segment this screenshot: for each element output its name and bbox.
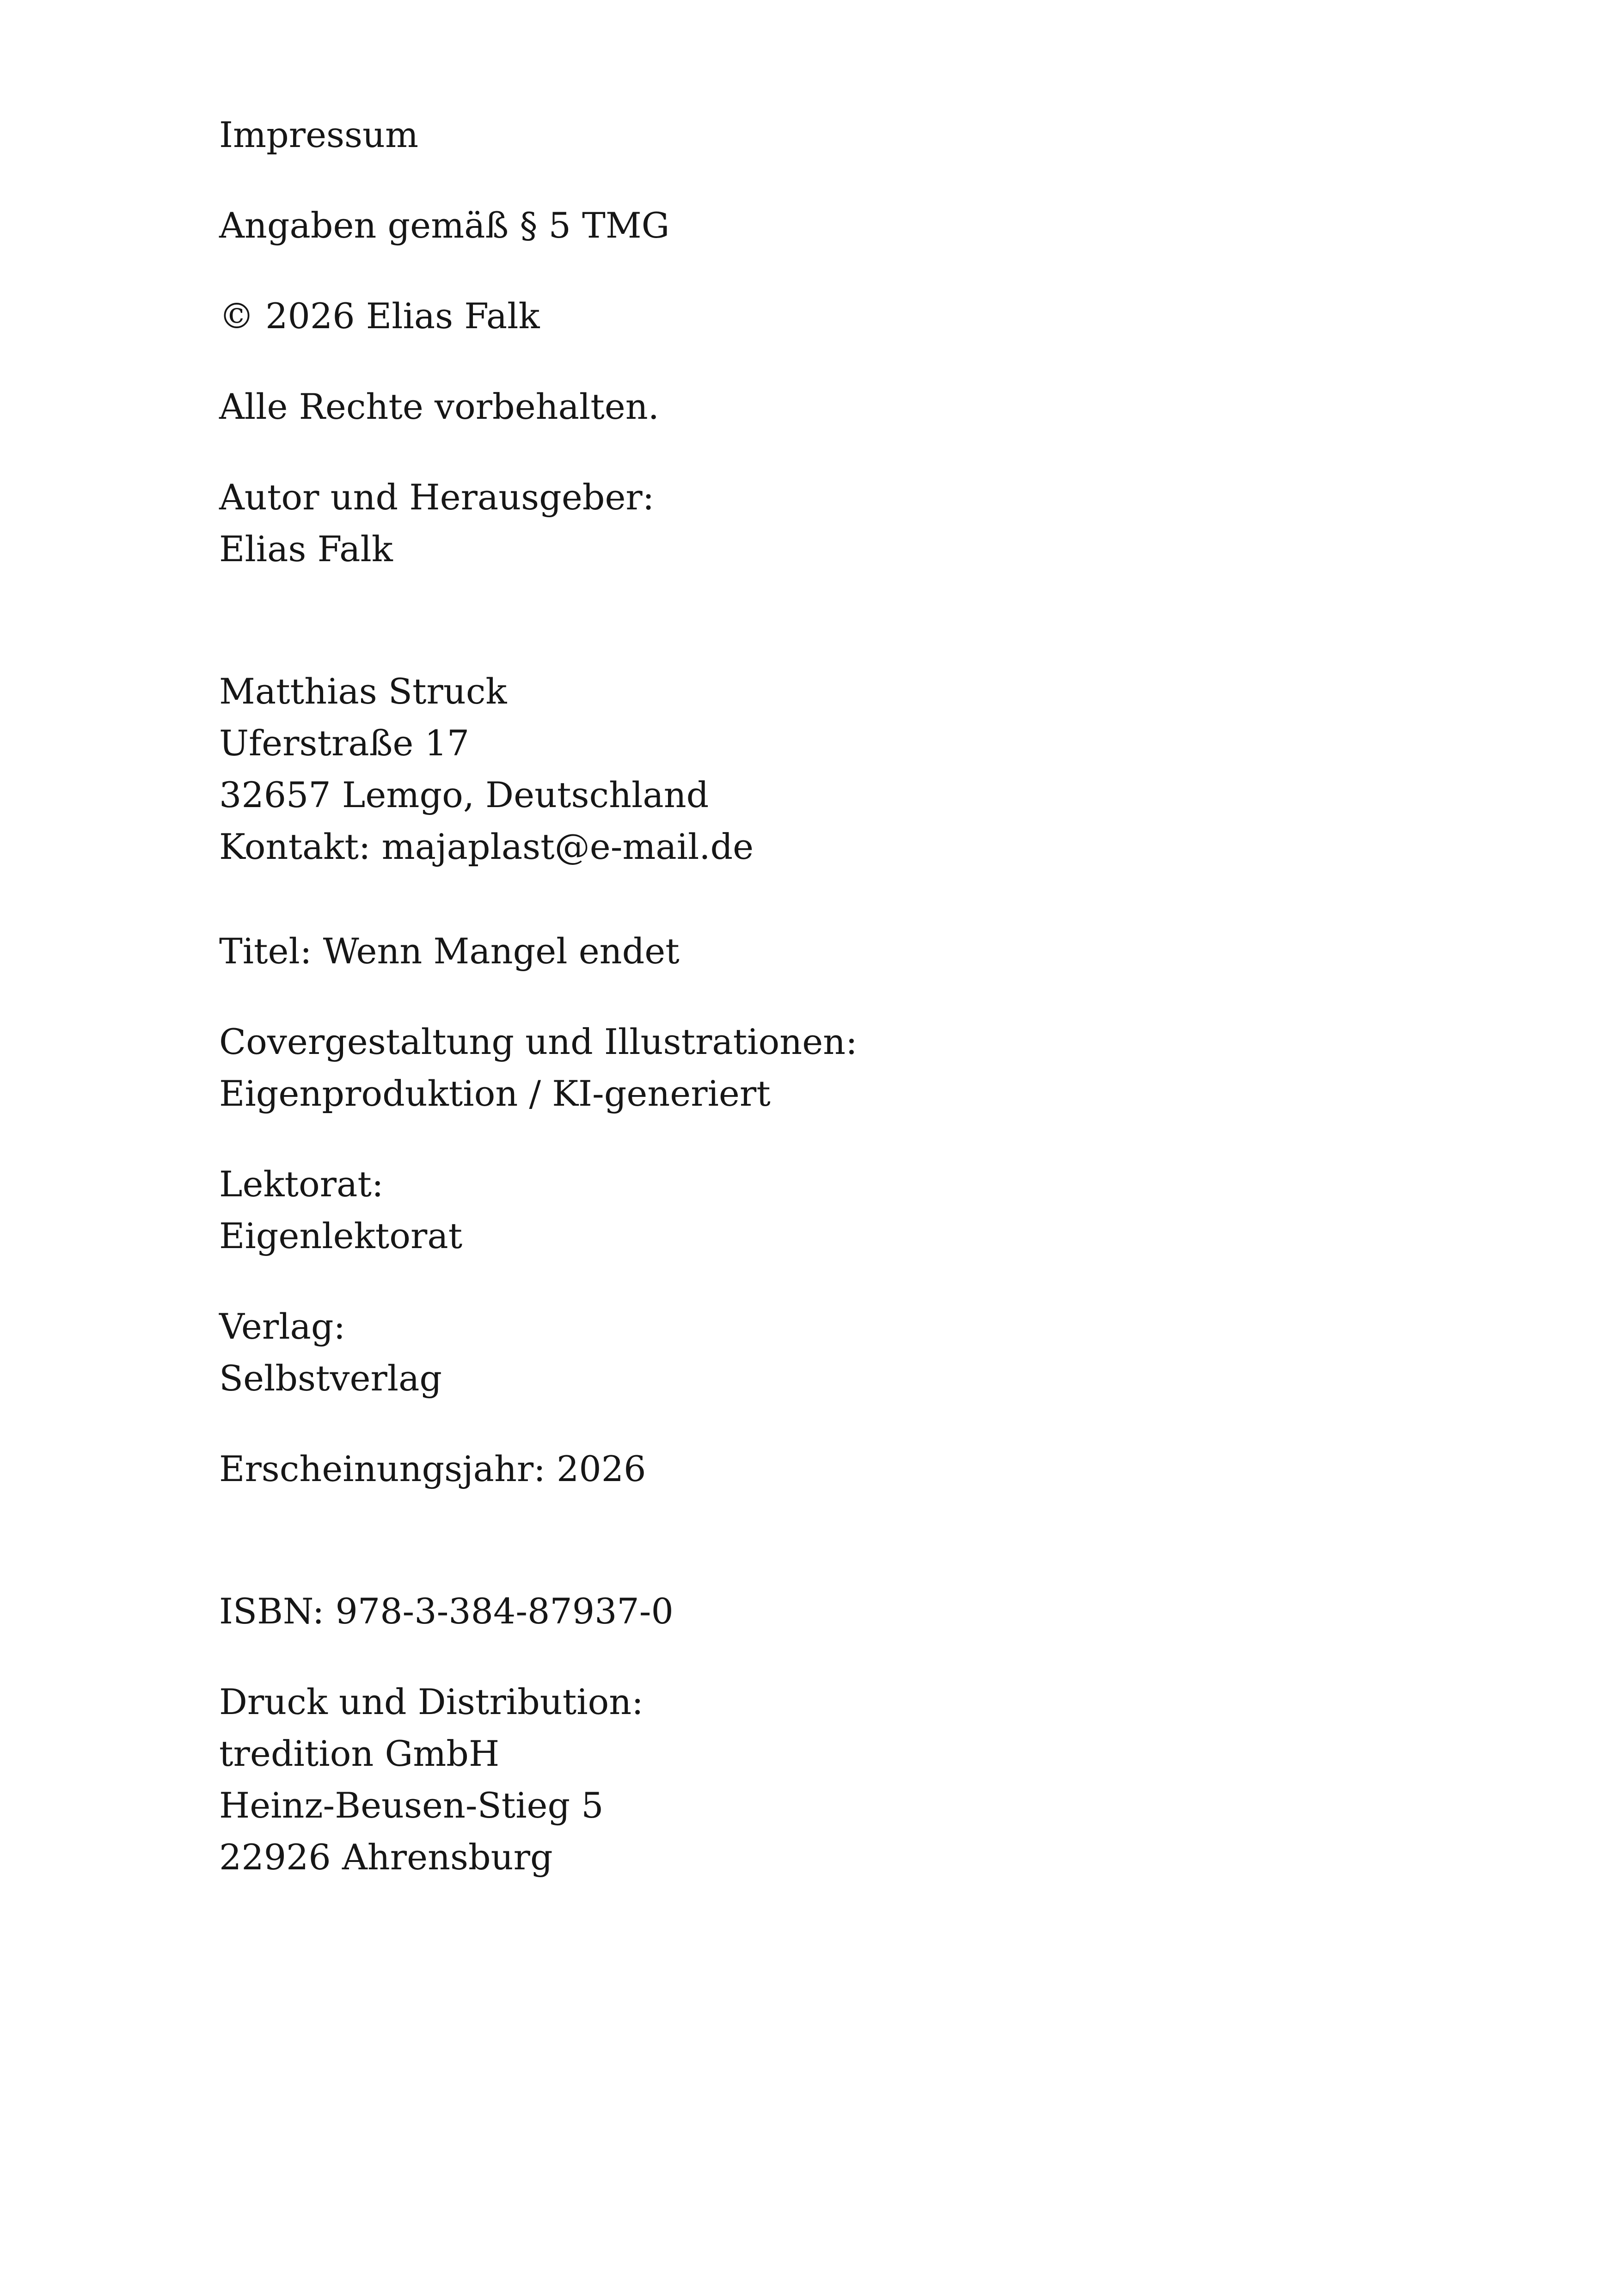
publication-year: Erscheinungsjahr: 2026 <box>219 1448 646 1489</box>
distribution-company: tredition GmbH <box>219 1733 500 1774</box>
contact-email: Kontakt: majaplast@e-mail.de <box>219 826 754 867</box>
publisher-value: Selbstverlag <box>219 1358 442 1399</box>
address-city: 32657 Lemgo, Deutschland <box>219 774 709 815</box>
cover-value: Eigenproduktion / KI-generiert <box>219 1073 771 1114</box>
book-title: Titel: Wenn Mangel endet <box>219 931 680 972</box>
legal-basis: Angaben gemäß § 5 TMG <box>219 205 670 246</box>
cover-label: Covergestaltung und Illustrationen: <box>219 1021 858 1062</box>
copyright-line: © 2026 Elias Falk <box>219 295 540 337</box>
distribution-street: Heinz-Beusen-Stieg 5 <box>219 1785 604 1826</box>
publisher-label: Verlag: <box>219 1306 346 1347</box>
address-street: Uferstraße 17 <box>219 722 470 764</box>
isbn-line: ISBN: 978-3-384-87937-0 <box>219 1591 674 1632</box>
impressum-heading: Impressum <box>219 114 419 155</box>
editing-value: Eigenlektorat <box>219 1215 463 1256</box>
distribution-city: 22926 Ahrensburg <box>219 1837 553 1878</box>
distribution-label: Druck und Distribution: <box>219 1681 644 1722</box>
editing-label: Lektorat: <box>219 1163 384 1205</box>
rights-line: Alle Rechte vorbehalten. <box>219 386 659 427</box>
author-name: Elias Falk <box>219 528 393 569</box>
author-label: Autor und Herausgeber: <box>219 477 655 518</box>
address-name: Matthias Struck <box>219 671 507 712</box>
